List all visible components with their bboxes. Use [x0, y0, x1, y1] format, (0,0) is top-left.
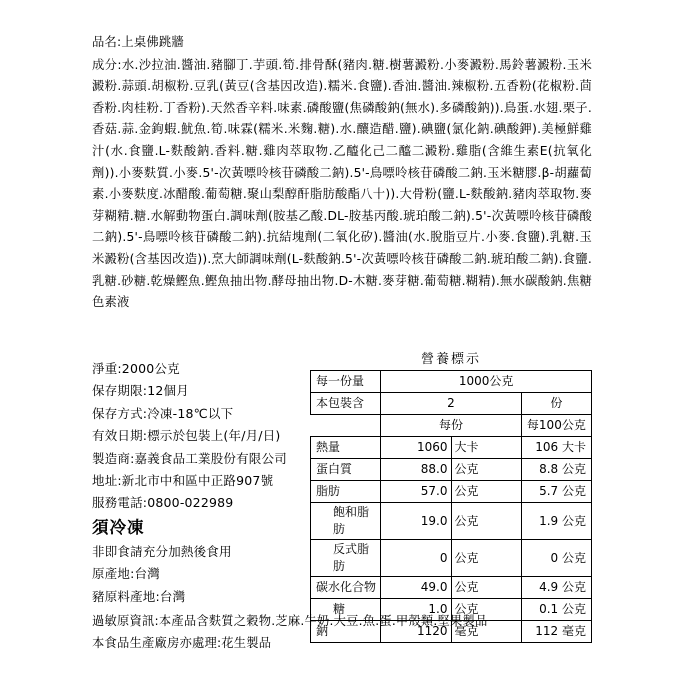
header-per-serving: 每份 [381, 415, 522, 437]
per-100g-value: 8.8 公克 [521, 459, 591, 481]
table-row [311, 481, 592, 503]
net-weight: 淨重:2000公克 [92, 361, 180, 376]
per-serving-value: 1060 [381, 437, 451, 459]
per-serving-value: 19.0 [381, 503, 451, 540]
nutrition-table [310, 370, 592, 643]
table-row [311, 503, 592, 540]
per-100g-value: 0.1 公克 [521, 599, 591, 621]
product-name: 品名:上桌佛跳牆 [92, 35, 184, 49]
per-100g-value: 112 毫克 [521, 621, 591, 643]
nutrient-label: 反式脂肪 [311, 540, 381, 577]
per-serving-value: 49.0 [381, 577, 451, 599]
ingredients-paragraph: 成分:水.沙拉油.醬油.豬腳丁.芋頭.筍.排骨酥(豬肉.糖.樹薯澱粉.小麥澱粉.馬鈴薯澱粉.玉米澱粉.蒜頭.胡椒粉.豆乳(黃豆(含基因改造).糯米.食鹽).香油.醬油.辣椒粉.五香粉(花椒粉.茴香粉.肉桂粉.丁香粉).天然香辛料.味素.磷酸鹽(焦磷酸鈉(無水).多磷酸鈉)).鳥蛋.水翅.栗子.香菇.蒜.金鉤蝦.魷魚.筍.味霖(糯米.米麴.糖).水.釀造醋.鹽).碘鹽(氯化鈉.碘酸鉀).美極鮮雞汁(水.食鹽.L-麩酸鈉.香料.糖.雞肉萃取物.乙醯化己二醯二澱粉.雞脂(含維生素E(抗氧化劑)).小麥麩質.小麥.5'-次黃嘌呤核苷磷酸二鈉).5'-鳥嘌呤核苷磷酸二鈉.玉米糖膠.β-胡蘿蔔素.小麥麩度.冰醋酸.葡萄糖.聚山梨醇酐脂肪酸酯八十)).大骨粉(鹽.L-麩酸鈉.豬肉萃取物.麥芽糊精.糖.水解動物蛋白.調味劑(胺基乙酸.DL-胺基丙酸.琥珀酸二鈉).5'-次黃嘌呤核苷磷酸二鈉).5'-鳥嘌呤核苷磷酸二鈉).抗結塊劑(二氧化矽).醬油(水.脫脂豆片.小麥.食鹽).乳糖.玉米澱粉(含基因改造)).烹大師調味劑(L-麩酸鈉.5'-次黃嘌呤核苷磷酸二鈉.琥珀酸二鈉).食鹽.乳糖.砂糖.乾燥鰹魚.鰹魚抽出物.酵母抽出物.D-木糖.麥芽糖.葡萄糖.糊精).無水碳酸鈉.焦糖色素液 [92, 57, 592, 310]
nutrition-facts [310, 348, 592, 643]
per-100g-value: 1.9 公克 [521, 503, 591, 540]
servings-label: 本包裝含 [311, 393, 381, 415]
per-100g-value: 4.9 公克 [521, 577, 591, 599]
allergen-line-2: 本食品生產廠房亦處理:花生製品 [92, 636, 272, 650]
address: 地址:新北市中和區中正路907號 [92, 473, 274, 489]
per-serving-unit: 公克 [451, 481, 521, 503]
per-serving-unit: 公克 [451, 599, 521, 621]
per-serving-unit: 公克 [451, 503, 521, 540]
per-100g-value: 106 大卡 [521, 437, 591, 459]
table-row [311, 393, 592, 415]
heating-notice: 非即食請充分加熱後食用 [92, 543, 232, 559]
allergen-block [92, 610, 602, 654]
table-header-row [311, 415, 592, 437]
nutrient-label: 碳水化合物 [311, 577, 381, 599]
frozen-notice: 須冷凍 [92, 517, 145, 537]
per-serving-value: 0 [381, 540, 451, 577]
per-serving-unit: 公克 [451, 577, 521, 599]
per-100g-value: 5.7 公克 [521, 481, 591, 503]
table-row [311, 437, 592, 459]
expiry-date: 有效日期:標示於包裝上(年/月/日) [92, 428, 281, 444]
manufacturer: 製造商:嘉義食品工業股份有限公司 [92, 450, 287, 466]
nutrient-label: 飽和脂肪 [311, 503, 381, 540]
table-row [311, 540, 592, 577]
per-100g-value: 0 公克 [521, 540, 591, 577]
product-info-list [92, 358, 322, 608]
nutrient-label: 熱量 [311, 437, 381, 459]
per-serving-unit: 大卡 [451, 437, 521, 459]
serving-size-label: 每一份量 [311, 371, 381, 393]
service-phone: 服務電話:0800-022989 [92, 495, 234, 511]
table-row [311, 371, 592, 393]
header-per-100g: 每100公克 [521, 415, 591, 437]
per-serving-unit: 公克 [451, 540, 521, 577]
header-spacer [311, 415, 381, 437]
nutrient-label: 蛋白質 [311, 459, 381, 481]
table-row [311, 577, 592, 599]
nutrient-label: 鈉 [311, 621, 381, 643]
per-serving-value: 57.0 [381, 481, 451, 503]
ingredient-block [92, 32, 592, 314]
allergen-line-1: 過敏原資訊:本產品含麩質之穀物.芝麻.牛奶.大豆.魚.蛋.甲殼類.堅果製品 [92, 614, 488, 628]
serving-size-value: 1000公克 [381, 371, 592, 393]
origin: 原產地:台灣 [92, 566, 160, 582]
nutrient-label: 脂肪 [311, 481, 381, 503]
per-serving-unit: 公克 [451, 459, 521, 481]
per-serving-unit: 毫克 [451, 621, 521, 643]
storage-method: 保存方式:冷凍-18℃以下 [92, 405, 234, 421]
per-serving-value: 1120 [381, 621, 451, 643]
table-row [311, 459, 592, 481]
per-serving-value: 88.0 [381, 459, 451, 481]
pork-origin: 豬原料產地:台灣 [92, 588, 186, 604]
nutrient-label: 糖 [311, 599, 381, 621]
servings-unit: 份 [521, 393, 591, 415]
shelf-life: 保存期限:12個月 [92, 383, 189, 399]
servings-value: 2 [381, 393, 522, 415]
nutrition-title: 營養標示 [420, 352, 481, 367]
per-serving-value: 1.0 [381, 599, 451, 621]
